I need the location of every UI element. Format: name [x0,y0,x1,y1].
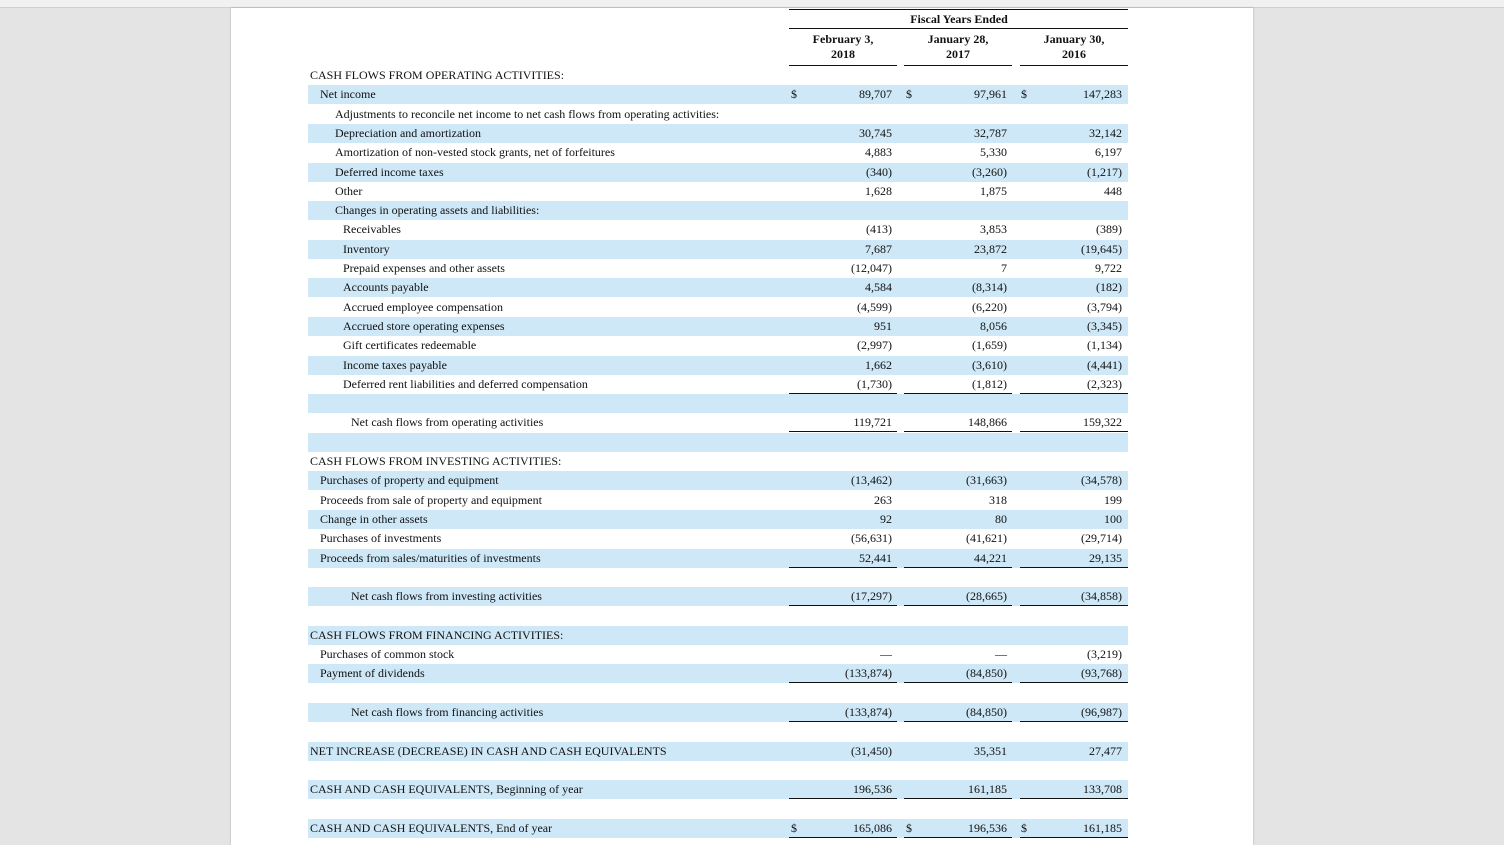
value-cell: 8,056 [980,318,1007,333]
value-cell: 32,787 [974,125,1007,140]
statement-row [308,413,1128,432]
column-header-2017 [904,32,1012,62]
value-cell: (4,441) [1087,357,1122,372]
statement-row [308,587,1128,606]
column-header-line: January 30, [1043,32,1105,46]
statement-row [308,626,1128,645]
value-cell: 9,722 [1095,261,1122,275]
statement-row [308,452,1128,471]
value-cell: 159,322 [1083,415,1122,430]
row-label: Purchases of common stock [320,647,455,661]
statement-row [308,336,1128,355]
column-header-line: 2017 [946,47,970,61]
document-page [231,8,1253,845]
statement-spacer-row [308,761,1128,780]
statement-row [308,703,1128,722]
statement-row [308,664,1128,683]
value-cell: (3,219) [1087,647,1122,661]
statement-row [308,510,1128,529]
row-label: CASH AND CASH EQUIVALENTS, Beginning of year [310,782,583,797]
value-cell: (3,260) [972,164,1007,179]
statement-row [308,240,1128,259]
value-cell: 161,185 [1083,820,1122,835]
value-cell: (1,730) [857,376,892,391]
row-label: Net cash flows from investing activities [351,589,542,604]
value-cell: 32,142 [1089,125,1122,140]
column-header-line: 2018 [831,47,855,61]
row-label: Adjustments to reconcile net income to net cash flows from operating activities: [335,106,720,121]
value-cell: (413) [866,222,892,237]
statement-spacer-row [308,722,1128,741]
value-cell: 89,707 [859,87,892,102]
value-cell: (1,217) [1087,164,1122,179]
value-cell: 23,872 [974,241,1007,256]
value-cell: (1,659) [972,338,1007,353]
value-cell: (41,621) [966,531,1007,546]
statement-row [308,549,1128,568]
value-cell: (8,314) [972,280,1007,295]
value-cell: (2,323) [1087,376,1122,391]
cash-flow-statement [231,8,1253,845]
value-cell: (182) [1096,280,1122,295]
statement-row [308,780,1128,799]
statement-row [308,298,1128,317]
row-label: Receivables [343,222,401,237]
statement-spacer-row [308,394,1128,413]
row-label: Purchases of property and equipment [320,473,499,488]
row-label: Accounts payable [343,280,429,295]
value-cell: 5,330 [980,145,1007,160]
header-rule [789,9,1128,10]
row-label: CASH AND CASH EQUIVALENTS, End of year [310,820,553,835]
value-cell: (31,663) [966,473,1007,488]
statement-row [308,491,1128,510]
value-cell: 6,197 [1095,145,1122,160]
value-cell: (96,987) [1081,704,1122,719]
value-cell: 30,745 [859,125,892,140]
value-cell: 3,853 [980,222,1007,237]
value-cell: 133,708 [1083,782,1122,797]
value-cell: 29,135 [1089,550,1122,565]
column-header-line: February 3, [812,32,874,46]
value-cell: 196,536 [853,782,892,797]
column-header-2018 [789,32,897,62]
value-cell: 1,875 [980,183,1007,198]
value-cell: 97,961 [974,87,1007,102]
value-cell: (13,462) [851,473,892,488]
currency-symbol: $ [1021,87,1027,102]
currency-symbol: $ [1021,820,1027,835]
value-cell: 263 [874,492,892,507]
statement-row [308,529,1128,548]
total-rule [789,837,897,838]
statement-row [308,105,1128,124]
statement-row [308,66,1128,85]
statement-row [308,742,1128,761]
statement-row [308,819,1128,838]
value-cell: 161,185 [968,782,1007,797]
row-label: Accrued employee compensation [343,299,503,314]
row-label: Purchases of investments [320,531,442,546]
value-cell: (34,578) [1081,473,1122,488]
column-header-line: January 28, [927,32,989,46]
value-cell: (3,610) [972,357,1007,372]
value-cell: 92 [880,511,892,526]
value-cell: (93,768) [1081,666,1122,681]
row-label: Income taxes payable [343,357,447,372]
row-label: Gift certificates redeemable [343,338,477,353]
value-cell: — [880,647,892,661]
statement-row [308,375,1128,394]
viewer-top-bar [0,0,1504,8]
row-label: Depreciation and amortization [335,125,481,140]
statement-row [308,85,1128,104]
value-cell: (3,794) [1087,299,1122,314]
statement-spacer-row [308,433,1128,452]
row-label: Changes in operating assets and liabilities: [335,203,540,218]
statement-row [308,143,1128,162]
value-cell: 148,866 [968,415,1007,430]
value-cell: (56,631) [851,531,892,546]
value-cell: 80 [995,511,1007,526]
row-label: Inventory [343,241,390,256]
row-label: Net cash flows from financing activities [351,704,544,719]
row-label: Net income [320,87,376,102]
statement-row [308,124,1128,143]
value-cell: 448 [1104,183,1122,198]
statement-spacer-row [308,799,1128,818]
value-cell: (6,220) [972,299,1007,314]
value-cell: 52,441 [859,550,892,565]
value-cell: (29,714) [1081,531,1122,546]
row-label: Deferred income taxes [335,164,444,179]
value-cell: 27,477 [1089,743,1122,758]
statement-row [308,645,1128,664]
value-cell: (1,134) [1087,338,1122,353]
value-cell: 35,351 [974,743,1007,758]
row-label: Change in other assets [320,511,428,526]
row-label: Proceeds from sales/maturities of investments [320,550,541,565]
value-cell: 4,883 [865,145,892,160]
value-cell: (28,665) [966,589,1007,604]
value-cell: (340) [866,164,892,179]
value-cell: (19,645) [1081,241,1122,256]
row-label: CASH FLOWS FROM FINANCING ACTIVITIES: [310,627,564,642]
column-header-line: 2016 [1062,47,1086,61]
currency-symbol: $ [791,820,797,835]
column-header-2016 [1020,32,1128,62]
value-cell: (34,858) [1081,589,1122,604]
value-cell: 100 [1104,511,1122,526]
value-cell: 199 [1104,492,1122,507]
value-cell: (4,599) [857,299,892,314]
statement-row [308,163,1128,182]
fiscal-years-header: Fiscal Years Ended [910,12,1008,26]
value-cell: 1,662 [865,357,892,372]
value-cell: (84,850) [966,666,1007,681]
row-label: Prepaid expenses and other assets [343,261,505,275]
value-cell: 7 [1001,261,1007,275]
total-rule [904,837,1012,838]
value-cell: 951 [874,318,892,333]
value-cell: 4,584 [865,280,892,295]
value-cell: (2,997) [857,338,892,353]
value-cell: 147,283 [1083,87,1122,102]
header-rule [789,28,1128,29]
value-cell: 165,086 [853,820,892,835]
statement-row [308,182,1128,201]
value-cell: (133,874) [845,704,892,719]
statement-spacer-row [308,606,1128,625]
value-cell: (12,047) [851,261,892,275]
row-label: NET INCREASE (DECREASE) IN CASH AND CASH EQUIVALENTS [310,743,667,758]
value-cell: (84,850) [966,704,1007,719]
statement-row [308,317,1128,336]
statement-row [308,471,1128,490]
row-label: CASH FLOWS FROM OPERATING ACTIVITIES: [310,68,565,82]
row-label: Proceeds from sale of property and equipment [320,492,542,507]
statement-spacer-row [308,568,1128,587]
value-cell: (1,812) [972,376,1007,391]
total-rule [1020,837,1128,838]
row-label: CASH FLOWS FROM INVESTING ACTIVITIES: [310,454,562,468]
row-label: Net cash flows from operating activities [351,415,544,430]
row-label: Other [335,183,363,198]
statement-row [308,278,1128,297]
value-cell: 1,628 [865,183,892,198]
row-label: Amortization of non-vested stock grants, net of forfeitures [335,145,615,160]
statement-row [308,356,1128,375]
statement-row [308,201,1128,220]
value-cell: 7,687 [865,241,892,256]
row-label: Payment of dividends [320,666,425,681]
value-cell: — [995,647,1007,661]
value-cell: 119,721 [853,415,892,430]
row-label: Accrued store operating expenses [343,318,505,333]
value-cell: (389) [1096,222,1122,237]
statement-row [308,259,1128,278]
value-cell: (133,874) [845,666,892,681]
value-cell: (17,297) [851,589,892,604]
value-cell: 44,221 [974,550,1007,565]
row-label: Deferred rent liabilities and deferred compensation [343,376,588,391]
currency-symbol: $ [906,87,912,102]
statement-row [308,220,1128,239]
value-cell: (3,345) [1087,318,1122,333]
currency-symbol: $ [906,820,912,835]
value-cell: 318 [989,492,1007,507]
value-cell: (31,450) [851,743,892,758]
statement-spacer-row [308,684,1128,703]
value-cell: 196,536 [968,820,1007,835]
currency-symbol: $ [791,87,797,102]
